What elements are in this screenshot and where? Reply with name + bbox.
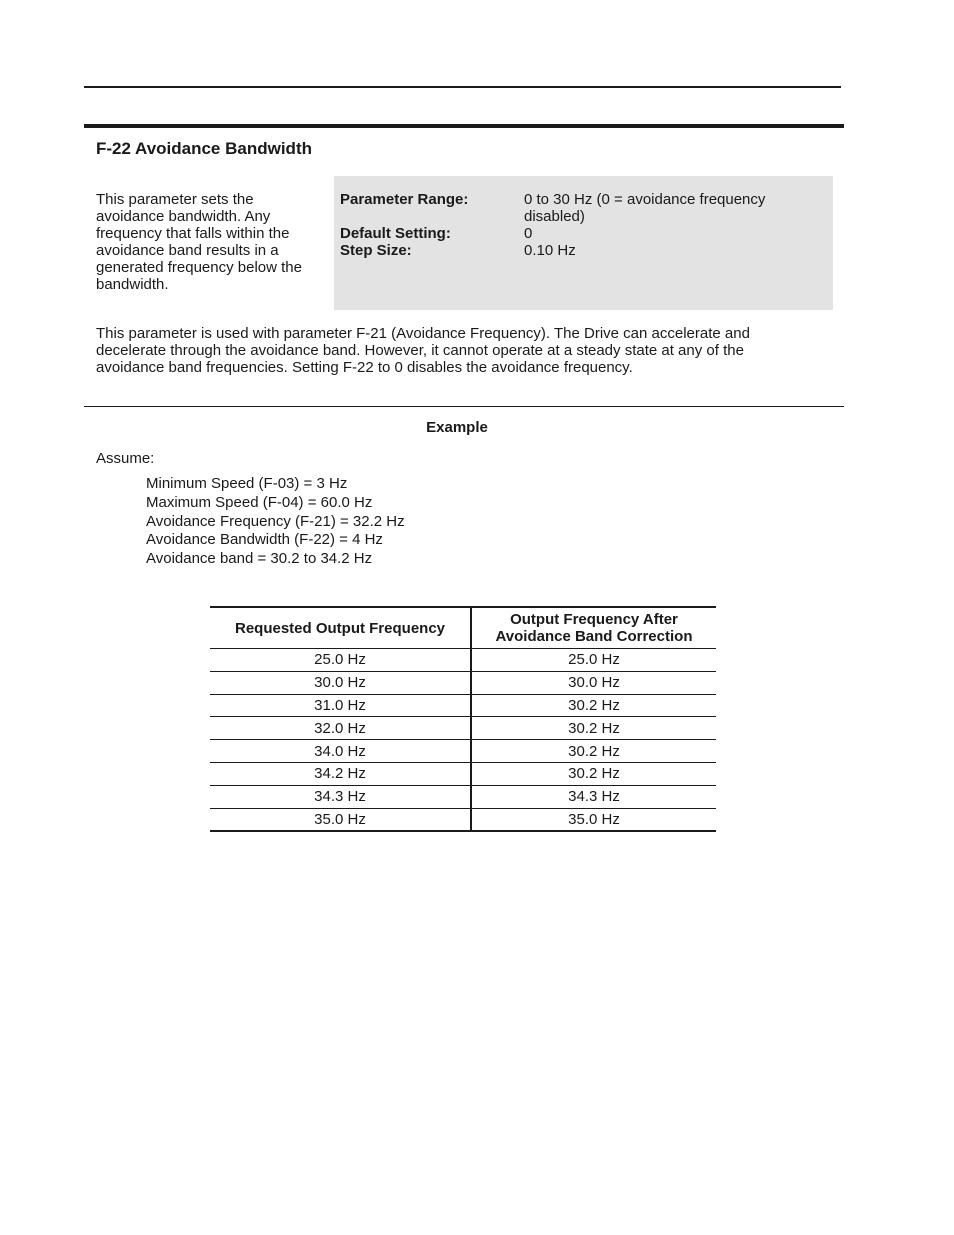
assumption-item: Minimum Speed (F-03) = 3 Hz [146,475,348,492]
table-row [210,740,716,763]
requested-frequency-cell: 34.3 Hz [210,785,471,808]
parameter-range-label: Parameter Range: [340,191,469,208]
requested-frequency-cell: 34.2 Hz [210,762,471,785]
table-header-row [210,607,716,649]
intro-text: This parameter sets the avoidance bandwidth. Any frequency that falls within the avoidance band results in a generated frequency below the bandwidth. [96,191,302,293]
header-rule [84,86,841,88]
default-setting-label: Default Setting: [340,225,451,242]
example-divider [84,406,844,407]
parameter-range-value: 0 to 30 Hz (0 = avoidance frequency disabled) [524,191,766,225]
output-frequency-cell: 30.2 Hz [471,717,716,740]
table-row [210,808,716,831]
assumption-item: Avoidance band = 30.2 to 34.2 Hz [146,550,373,568]
example-heading: Example [426,419,488,436]
table-row [210,671,716,694]
output-frequency-cell: 30.0 Hz [471,671,716,694]
output-frequency-cell: 25.0 Hz [471,649,716,672]
table-row [210,694,716,717]
requested-frequency-cell: 30.0 Hz [210,671,471,694]
description-paragraph: This parameter is used with parameter F-21 (Avoidance Frequency). The Drive can accelerate and decelerate through the avoidance band. However, it cannot operate at a steady state at any of the avoidance band frequencies. Setting F-22 to 0 disables the avoidance frequency. [96,325,750,376]
assumption-item: Avoidance Frequency (F-21) = 32.2 Hz [146,512,405,530]
requested-frequency-cell: 31.0 Hz [210,694,471,717]
column-header-output: Output Frequency After Avoidance Band Correction [471,607,716,649]
assumption-list [146,475,405,569]
output-frequency-cell: 30.2 Hz [471,762,716,785]
section-divider [84,124,844,128]
requested-frequency-cell: 34.0 Hz [210,740,471,763]
requested-frequency-cell: 25.0 Hz [210,649,471,672]
default-setting-value: 0 [524,225,533,242]
section-title: F-22 Avoidance Bandwidth [96,139,312,158]
output-frequency-cell: 30.2 Hz [471,694,716,717]
step-size-value: 0.10 Hz [524,242,576,259]
assumption-item: Avoidance Bandwidth (F-22) = 4 Hz [146,531,383,549]
column-header-requested: Requested Output Frequency [210,607,471,649]
output-frequency-cell: 30.2 Hz [471,740,716,763]
requested-frequency-cell: 35.0 Hz [210,808,471,831]
table-row [210,717,716,740]
table-row [210,785,716,808]
table-row [210,649,716,672]
step-size-label: Step Size: [340,242,412,259]
table-row [210,762,716,785]
assumption-item: Maximum Speed (F-04) = 60.0 Hz [146,493,373,511]
requested-frequency-cell: 32.0 Hz [210,717,471,740]
output-frequency-cell: 34.3 Hz [471,785,716,808]
assume-label: Assume: [96,450,155,467]
output-frequency-cell: 35.0 Hz [471,808,716,831]
frequency-table [210,606,716,832]
parameter-box [334,176,833,310]
